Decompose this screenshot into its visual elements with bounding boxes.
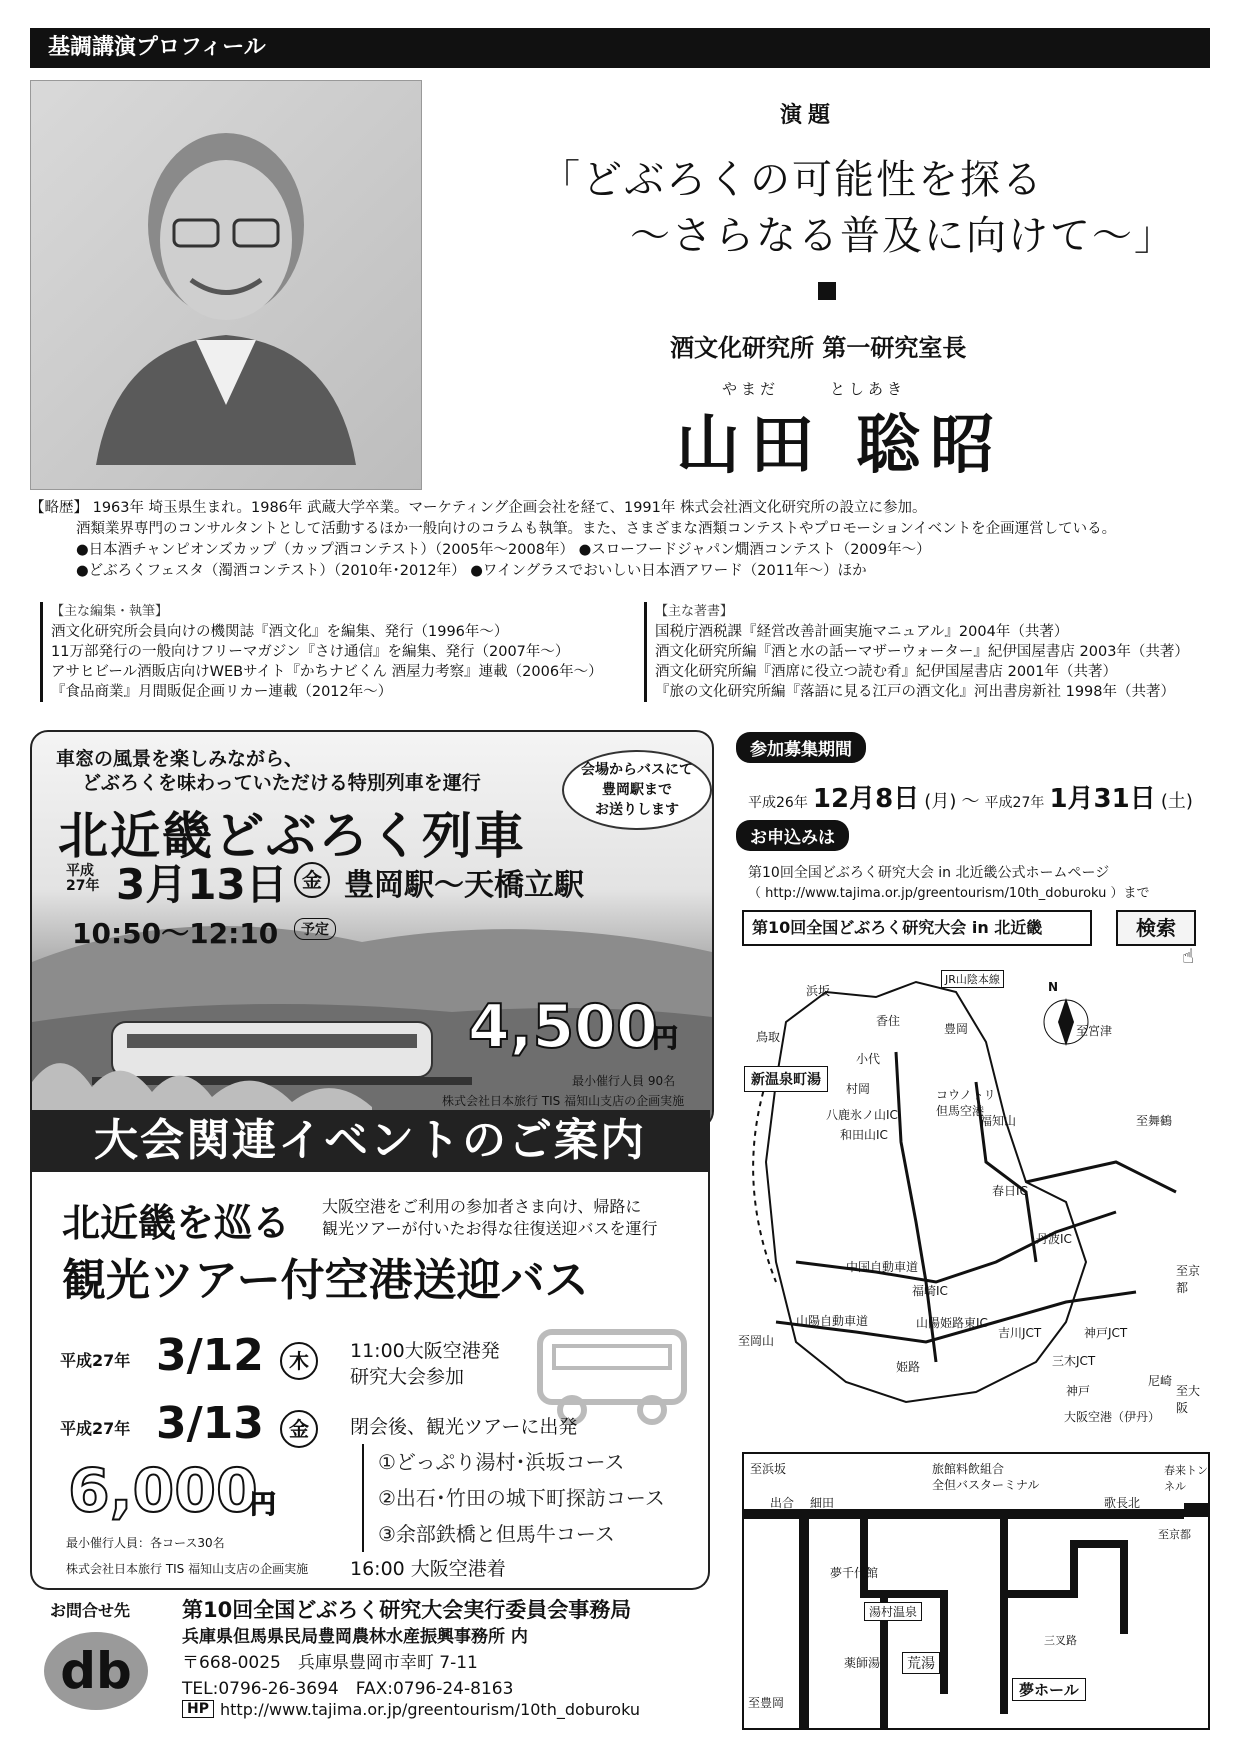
local-map-label: 夢千代館 [830, 1566, 879, 1580]
map-label: 和田山IC [840, 1128, 888, 1142]
regional-map [736, 962, 1210, 1442]
map-label: 山陽自動車道 [796, 1314, 869, 1328]
recruit-sep: 〜 [961, 791, 980, 812]
bus-min: 最小催行人員：各コース30名 [66, 1536, 225, 1550]
local-map-label: 出合 [770, 1496, 795, 1510]
search-input[interactable]: 第10回全国どぶろく研究大会 in 北近畿 [742, 910, 1092, 946]
bus-day2-line1: 閉会後、観光ツアーに出発 [350, 1416, 578, 1438]
map-label-onsen: 新温泉町湯 [744, 1066, 828, 1092]
bio-line-4: ●どぶろくフェスタ（濁酒コンテスト）（2010年･2012年） ●ワイングラスでおいしい日本酒アワード（2011年〜）ほか [76, 563, 867, 579]
map-label: 中国自動車道 [846, 1260, 919, 1274]
list-item: 酒文化研究所編『酒席に役立つ読む肴』紀伊国屋書店 2001年（共著） [655, 664, 1118, 680]
map-label: 但馬空港 [936, 1104, 985, 1118]
bus-day1-line2: 研究大会参加 [350, 1366, 465, 1388]
local-map-yume-hall: 夢ホール [1012, 1678, 1086, 1701]
train-panel [30, 730, 714, 1129]
local-map-label: 湯村温泉 [864, 1602, 922, 1621]
map-label: 吉川JCT [998, 1326, 1042, 1340]
map-label: 至舞鶴 [1136, 1114, 1173, 1128]
local-map-label: 三叉路 [1044, 1634, 1077, 1647]
section-header: 基調講演プロフィール [30, 28, 1210, 68]
local-map-label: 至豊岡 [748, 1696, 785, 1710]
map-label: コウノトリ [936, 1088, 996, 1102]
map-lines [736, 962, 1210, 1442]
map-label: 至岡山 [738, 1334, 775, 1348]
bus-headline-2: 観光ツアー付空港送迎バス [62, 1255, 589, 1306]
lecture-label: 演題 [780, 103, 837, 128]
map-label: 香住 [876, 1014, 901, 1028]
list-item: 11万部発行の一般向けフリーマガジン『さけ通信』を編集、発行（2007年〜） [51, 644, 570, 660]
local-map-label: 全但バスターミナル [932, 1478, 1040, 1492]
map-label: 八鹿氷ノ山IC [826, 1108, 898, 1122]
square-bullet-icon [818, 282, 836, 300]
contact-tel: TEL:0796-26-3694 FAX:0796-24-8163 [182, 1679, 514, 1699]
list-item: ②出石･竹田の城下町探訪コース [378, 1486, 665, 1510]
lecture-title-line1: 「どぶろくの可能性を探る [540, 157, 1044, 203]
map-label: JR山陰本線 [941, 970, 1004, 988]
portrait-icon [76, 105, 376, 465]
list-item: 国税庁酒税課『経営改善計画実施マニュアル』2004年（共著） [655, 624, 1069, 640]
contact-dept: 兵庫県但馬県民局豊岡農林水産振興事務所 内 [182, 1627, 528, 1647]
bus-day1-line1: 11:00大阪空港発 [350, 1340, 500, 1362]
map-label: 春日IC [992, 1184, 1028, 1198]
train-organizer: 株式会社日本旅行 TIS 福知山支店の企画実施 [442, 1094, 685, 1108]
editing-list [40, 602, 603, 702]
train-time: 10:50〜12:10 [72, 917, 279, 950]
hp-badge: HP [182, 1700, 214, 1718]
map-label: 小代 [856, 1052, 881, 1066]
train-date: 3月13日 [116, 860, 288, 909]
train-era: 平成27年 [66, 863, 100, 894]
map-label: 神戸 [1066, 1384, 1091, 1398]
map-label: 三木JCT [1052, 1354, 1096, 1368]
map-label: 姫路 [896, 1360, 921, 1374]
list-item: 酒文化研究所編『酒と水の話ーマザーウォーター』紀伊国屋書店 2003年（共著） [655, 644, 1189, 660]
recruit-period [748, 778, 1193, 815]
map-label: 大阪空港（伊丹） [1064, 1410, 1161, 1424]
recruit-weekday1: (月) [924, 791, 957, 812]
bus-day1-era: 平成27年 [60, 1351, 131, 1370]
map-label: 山陽姫路東IC [916, 1316, 988, 1330]
local-map-label: 至浜坂 [750, 1462, 787, 1476]
map-label: 村岡 [846, 1082, 871, 1096]
map-north-icon: N [1048, 980, 1059, 994]
recruit-era2: 平成27年 [984, 795, 1045, 811]
list-item: 『食品商業』月間販促企画リカー連載（2012年〜） [51, 684, 393, 700]
train-time-note: 予定 [294, 918, 336, 940]
bus-day2-weekday: 金 [280, 1410, 318, 1448]
bus-desc-1: 大阪空港をご利用の参加者さま向け、帰路に [322, 1197, 642, 1216]
editing-title: 【主な編集・執筆】 [51, 604, 169, 619]
bus-day2-era: 平成27年 [60, 1419, 131, 1438]
bus-price: 6,000 [68, 1456, 258, 1526]
lecture-title-line2: 〜さらなる普及に向けて〜」 [630, 213, 1176, 259]
train-price: 4,500 [468, 992, 658, 1062]
bus-yen: 円 [250, 1490, 277, 1520]
map-label: 浜坂 [806, 984, 831, 998]
map-label: 至宮津 [1076, 1024, 1113, 1038]
contact-address: 〒668-0025 兵庫県豊岡市幸町 7-11 [182, 1653, 478, 1673]
map-label: 鳥取 [756, 1030, 781, 1044]
recruit-label: 参加募集期間 [736, 732, 866, 763]
apply-line-1: 第10回全国どぶろく研究大会 in 北近畿公式ホームページ [748, 865, 1110, 881]
train-yen: 円 [652, 1024, 679, 1054]
list-item: ①どっぷり湯村･浜坂コース [378, 1450, 625, 1474]
recruit-date2: 1月31日 [1049, 784, 1156, 814]
map-label: 至京都 [1176, 1264, 1201, 1295]
furigana-family: やまだ [722, 380, 780, 398]
speaker-photo [30, 80, 422, 490]
speaker-name: 山田 聡昭 [676, 408, 1005, 483]
bus-panel [30, 1172, 710, 1590]
bus-day2-date: 3/13 [156, 1398, 264, 1449]
map-label: 神戸JCT [1084, 1326, 1128, 1340]
local-map-label: 旅館料飲組合 [932, 1462, 1005, 1476]
contact-url[interactable]: http://www.tajima.or.jp/greentourism/10th_doburoku [220, 1700, 641, 1719]
bio-line-1: 【略歴】 1963年 埼玉県生まれ。1986年 武蔵大学卒業。マーケティング企画会社を経て、1991年 株式会社酒文化研究所の設立に参加。 [30, 500, 927, 516]
events-banner: 大会関連イベントのご案内 [30, 1110, 710, 1172]
bus-arrival: 16:00 大阪空港着 [350, 1558, 506, 1580]
map-label: 丹波IC [1036, 1232, 1072, 1246]
bus-day1-date: 3/12 [156, 1330, 264, 1381]
recruit-era1: 平成26年 [748, 795, 808, 811]
map-label: 豊岡 [944, 1022, 969, 1036]
books-title: 【主な著書】 [655, 604, 734, 619]
recruit-date1: 12月8日 [812, 784, 920, 814]
train-weekday: 金 [294, 862, 330, 898]
bus-day1-weekday: 木 [280, 1342, 318, 1380]
bubble-line: 会場からバスにて [581, 762, 693, 778]
pointer-icon: ☝ [1182, 944, 1195, 968]
apply-label: お申込みは [736, 820, 849, 851]
map-label: 福崎IC [912, 1284, 948, 1298]
train-title: 北近畿どぶろく列車 [58, 807, 526, 865]
train-min: 最小催行人員 90名 [572, 1074, 676, 1088]
bus-headline-1: 北近畿を巡る [62, 1201, 291, 1245]
local-map [742, 1452, 1210, 1730]
bus-organizer: 株式会社日本旅行 TIS 福知山支店の企画実施 [66, 1562, 309, 1576]
train-route: 豊岡駅〜天橋立駅 [344, 868, 584, 903]
bus-desc-2: 観光ツアーが付いたお得な往復送迎バスを運行 [322, 1219, 658, 1238]
list-item: 『旅の文化研究所編『落語に見る江戸の酒文化』河出書房新社 1998年（共著） [655, 684, 1176, 700]
bubble-line: お送りします [595, 802, 679, 818]
train-bubble [562, 750, 712, 830]
contact-org: 第10回全国どぶろく研究大会実行委員会事務局 [182, 1598, 632, 1622]
list-item: 酒文化研究所会員向けの機関誌『酒文化』を編集、発行（1996年〜） [51, 624, 509, 640]
bubble-line: 豊岡駅まで [602, 782, 672, 798]
map-label: 至大阪 [1176, 1384, 1201, 1415]
apply-line-2: （ http://www.tajima.or.jp/greentourism/10th_doburoku ）まで [748, 886, 1150, 901]
local-map-label: 薬師湯 [844, 1656, 881, 1670]
train-lead-2: どぶろくを味わっていただける特別列車を運行 [82, 772, 481, 794]
recruit-weekday2: (土) [1160, 791, 1193, 812]
db-logo: db [44, 1632, 148, 1710]
list-item: アサヒビール酒販店向けWEBサイト『かちナビくん 酒屋力考察』連載（2006年〜） [51, 664, 603, 680]
speaker-affiliation: 酒文化研究所 第一研究室長 [670, 334, 967, 362]
local-map-label: 春来トンネル [1164, 1464, 1208, 1493]
train-lead-1: 車窓の風景を楽しみながら、 [56, 748, 304, 770]
local-map-label: 至京都 [1158, 1528, 1191, 1541]
bus-course-list [362, 1444, 665, 1552]
bio-line-2: 酒類業界専門のコンサルタントとして活動するほか一般向けのコラムも執筆。また、さまざまな酒類コンテストやプロモーションイベントを企画運営している。 [76, 521, 1117, 537]
contact-label: お問合せ先 [50, 1601, 131, 1620]
local-map-label: 歌長北 [1104, 1496, 1141, 1510]
local-map-label: 細田 [810, 1496, 835, 1510]
local-map-label: 荒湯 [902, 1652, 940, 1674]
list-item: ③余部鉄橋と但馬牛コース [378, 1522, 615, 1546]
bio-line-3: ●日本酒チャンピオンズカップ（カップ酒コンテスト）（2005年〜2008年） ●スローフードジャパン燗酒コンテスト（2009年〜） [76, 542, 931, 558]
search-button[interactable]: 検索 [1116, 910, 1196, 946]
map-label: 尼崎 [1148, 1374, 1173, 1388]
furigana-given: としあき [830, 380, 907, 398]
books-list [644, 602, 1189, 702]
map-label: 福知山 [980, 1114, 1017, 1128]
